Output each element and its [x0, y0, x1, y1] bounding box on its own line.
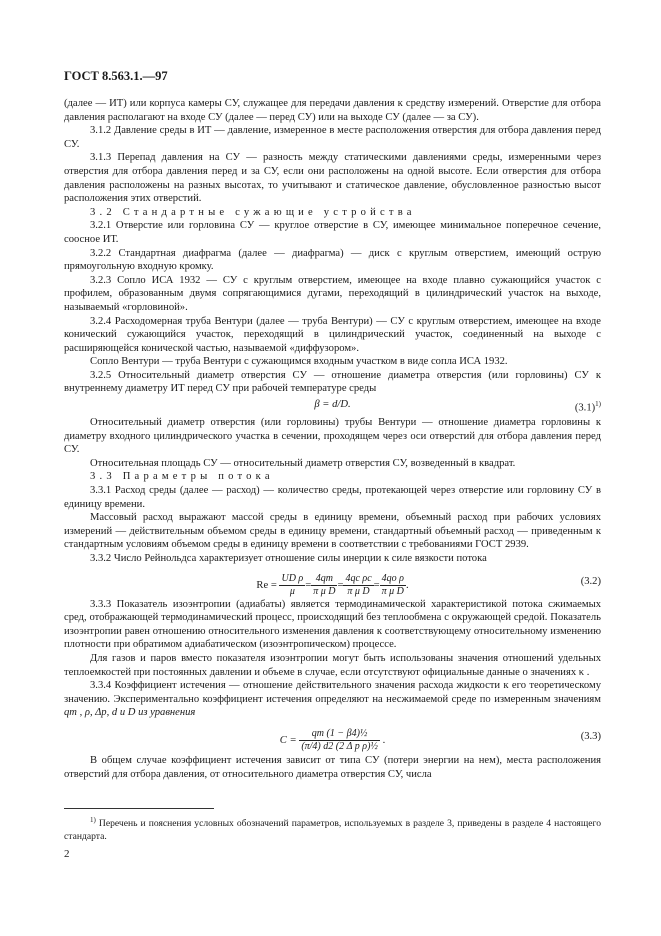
- paragraph: Относительная площадь СУ — относительный диаметр отверстия СУ, возведенный в квадрат.: [90, 457, 516, 469]
- equation-3-1: [64, 396, 601, 416]
- fraction-numerator: 4qo ρ: [381, 572, 404, 584]
- fraction: [380, 573, 406, 598]
- equation-lhs: Re =: [256, 579, 277, 591]
- equation-number-text: (3.1): [574, 402, 596, 414]
- fraction: [299, 728, 380, 753]
- equation-body: C = $\frac{\text{qm (1 − β4)½}}{\text{(π/4) d2 (2 Δ p ρ)½}}$ .: [279, 727, 386, 752]
- equation-lhs: C =: [279, 734, 297, 746]
- paragraph: В общем случае коэффициент истечения зависит от типа СУ (потери энергии на нем), места расположения отверстий для отбора давления, от относительного диаметра отверстия СУ, числа: [64, 754, 601, 780]
- inline-variables: qm , ρ, Δp, d и D из уравнения: [64, 707, 196, 719]
- fraction-denominator: π μ D: [381, 585, 404, 597]
- section-heading: 3.2 Стандартные сужающие устройства: [90, 206, 416, 218]
- equation-body: Re = $\frac{\text{UD ρ}}{\mu}$ = $\frac{4qm}{\text{π μ D}}$ = $\frac{\text{4qc ρc}}{\text{π μ D}}$ = $\frac{\text{4qo ρ}}{\text{π μ D}}$ .: [256, 572, 409, 597]
- paragraph: 3.2.1 Отверстие или горловина СУ — круглое отверстие в СУ, имеющее минимальное поперечное сечение, соосное ИТ.: [64, 220, 601, 245]
- paragraph-text: 3.3.4 Коэффициент истечения — отношение действительного значения расхода жидкости к его теоретическому значению. Экспериментально коэффициент истечения определяют на несжимаемой среде по измеренным значениям: [64, 680, 601, 705]
- paragraph: Сопло Вентури — труба Вентури с сужающимся входным участком в виде сопла ИСА 1932.: [90, 356, 508, 368]
- paragraph: (далее — ИТ) или корпуса камеры СУ, служащее для передачи давления к средству измерений. Отверстие для отбора давления располагают на входе СУ (далее — перед СУ) или на выходе СУ (далее — за СУ).: [64, 98, 601, 123]
- paragraph: 3.2.4 Расходомерная труба Вентури (далее — труба Вентури) — СУ с круглым отверстием, имеющее на входе конический сужающийся участок, переходящий в цилиндрический участок, соединенный на выходе с расширяющейся конической частью, называемой «диффузором».: [64, 315, 601, 354]
- equation-3-2: [64, 566, 601, 598]
- document-header: ГОСТ 8.563.1.—97: [64, 69, 168, 83]
- paragraph: 3.2.2 Стандартная диафрагма (далее — диафрагма) — диск с круглым отверстием, имеющий острую прямоугольную входную кромку.: [64, 247, 601, 273]
- equation-body: β = d/D.: [314, 399, 351, 411]
- paragraph: [64, 679, 601, 720]
- fraction-numerator: 4qc ρc: [345, 572, 372, 584]
- fraction-numerator: UD ρ: [281, 572, 304, 584]
- footnote-divider: [64, 808, 214, 809]
- fraction: [279, 573, 305, 598]
- paragraph: 3.3.2 Число Рейнольдса характеризует отношение силы инерции к силе вязкости потока: [90, 553, 487, 564]
- document-body: [64, 97, 601, 781]
- fraction-denominator: π μ D: [347, 585, 370, 597]
- footnote-text: Перечень и пояснения условных обозначений параметров, используемых в разделе 3, приведены в разделе 4 настоящего стандарта.: [64, 818, 601, 842]
- fraction: [311, 573, 337, 598]
- paragraph: Массовый расход выражают массой среды в единицу времени, объемный расход при рабочих условиях измерений — действительным объемом среды в единицу времени, стандартный объемный расход — приведенным к стандартным условиям объемом среды в единицу времени в соответствии с требованиями ГОСТ 2939.: [64, 512, 601, 551]
- fraction: [343, 573, 373, 598]
- fraction-denominator: (π/4) d2 (2 Δ p ρ)½: [301, 740, 378, 752]
- paragraph: 3.3.3 Показатель изоэнтропии (адиабаты) является термодинамической характеристикой потока сжимаемых сред, отображающей термодинамический процесс, происходящий без теплообмена с окружающей средой. Показатель изоэнтропии равен отношению относительного изменения давления к соответствующему относительному изменению плотности при обратимом адиабатическом (изоэнтропическом) процессе.: [64, 598, 601, 651]
- footnote: [64, 814, 601, 843]
- paragraph: 3.3.1 Расход среды (далее — расход) — количество среды, протекающей через отверстие или горловину СУ в единицу времени.: [64, 485, 601, 510]
- paragraph: Для газов и паров вместо показателя изоэнтропии могут быть использованы значения отношений удельных теплоемкостей при постоянных давлении и объеме в случае, если отсутствуют официальные данные о значениях κ .: [64, 652, 601, 678]
- fraction-denominator: μ: [289, 585, 295, 597]
- equation-number: (3.2): [580, 575, 601, 587]
- fraction-denominator: π μ D: [313, 585, 336, 597]
- equation-number: [575, 398, 601, 415]
- section-heading: 3.3 Параметры потока: [90, 471, 274, 483]
- paragraph: 3.2.5 Относительный диаметр отверстия СУ — отношение диаметра отверстия (или горловины) СУ к внутреннему диаметру ИТ перед СУ при рабочей температуре среды: [64, 369, 601, 395]
- paragraph: 3.1.3 Перепад давления на СУ — разность между статическими давлениями среды, измеренными через отверстия для отбора давления перед и за СУ, если они расположены на одной высоте. Если отверстия для отбора давления расположены на разных высотах, то учитывают и статическое давление, обусловленное разностью высот расположения этих отверстий.: [64, 152, 601, 205]
- equation-number: (3.3): [580, 730, 601, 742]
- paragraph: 3.1.2 Давление среды в ИТ — давление, измеренное в месте расположения отверстия для отбора давления перед СУ.: [64, 125, 601, 150]
- footnote-mark: 1): [595, 400, 601, 409]
- paragraph: Относительный диаметр отверстия (или горловины) трубы Вентури — отношение диаметра горловины к диаметру входного цилиндрического участка в сечении, проходящем через оси отверстий для отбора давления перед СУ.: [64, 417, 601, 456]
- equation-3-3: [64, 720, 601, 754]
- footnote-mark: 1): [90, 816, 96, 824]
- fraction-numerator: 4qm: [311, 573, 337, 586]
- fraction-numerator: qm (1 − β4)½: [299, 728, 380, 741]
- paragraph: 3.2.3 Сопло ИСА 1932 — СУ с круглым отверстием, имеющее на входе плавно сужающийся участок с профилем, образованным двумя сопрягающимися дугами, переходящий в цилиндрический участок на выходе, называемый «горловиной».: [64, 274, 601, 313]
- page-number: 2: [64, 848, 70, 860]
